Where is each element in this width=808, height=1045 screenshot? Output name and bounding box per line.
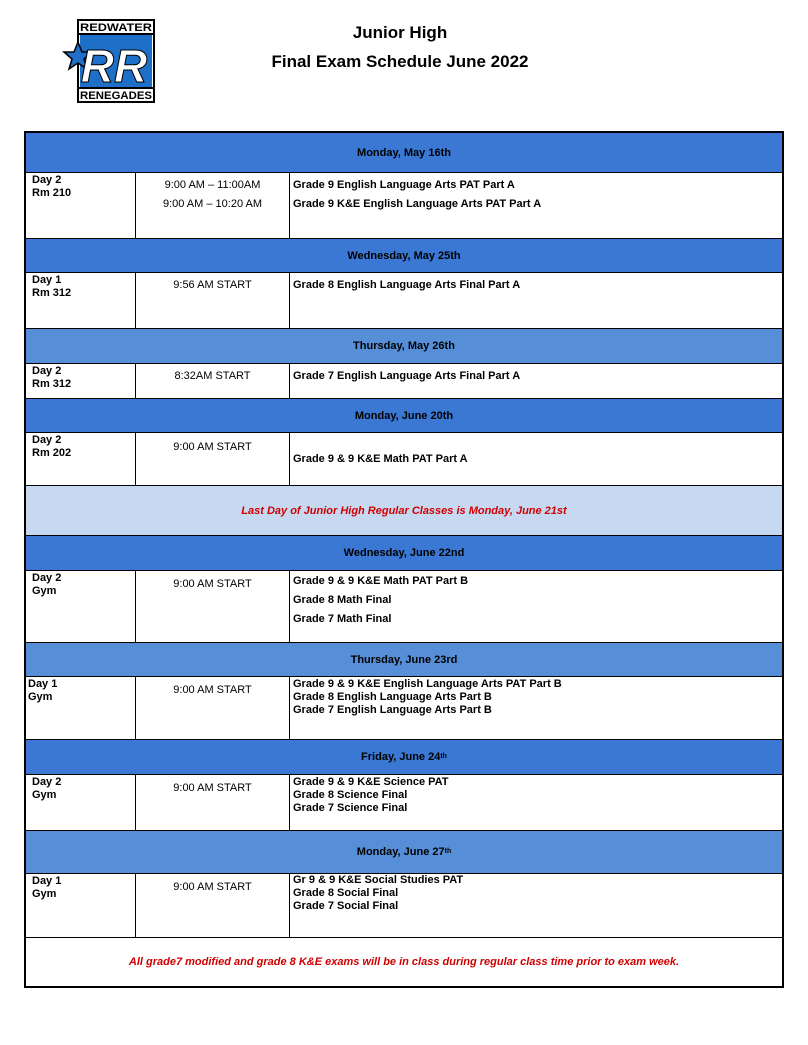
room-label: Gym <box>32 789 57 801</box>
table-row <box>26 433 782 486</box>
exam-cell <box>290 273 782 328</box>
day-room-cell <box>26 571 136 642</box>
exam-text: Grade 8 English Language Arts Final Part A <box>293 279 521 291</box>
time-cell <box>136 874 290 937</box>
room-label: Gym <box>32 585 57 597</box>
time-cell <box>136 775 290 830</box>
table-row <box>26 775 782 831</box>
time-text: 9:00 AM START <box>173 881 252 893</box>
date-suffix: th <box>440 753 447 760</box>
exam-text: Gr 9 & 9 K&E Social Studies PAT <box>293 874 464 886</box>
exam-cell <box>290 364 782 398</box>
logo-top-text: REDWATER <box>80 22 153 34</box>
exam-text: Grade 8 Science Final <box>293 789 408 801</box>
exam-text: Grade 9 English Language Arts PAT Part A <box>293 179 515 191</box>
time-cell <box>136 677 290 739</box>
date-text: Friday, June 24 <box>361 751 441 763</box>
day-label: Day 2 <box>32 776 62 788</box>
room-label: Rm 202 <box>32 447 72 459</box>
exam-text: Grade 7 Social Final <box>293 900 399 912</box>
exam-text: Grade 7 English Language Arts Final Part A <box>293 370 521 382</box>
date-header: Monday, May 16th <box>26 133 782 173</box>
date-header: Wednesday, June 22nd <box>26 536 782 571</box>
date-text: Monday, June 27 <box>356 846 445 858</box>
day-label: Day 1 <box>32 875 62 887</box>
exam-text: Grade 9 & 9 K&E Math PAT Part A <box>293 452 468 465</box>
exam-text: Grade 9 & 9 K&E Science PAT <box>293 776 449 788</box>
date-suffix: th <box>444 848 452 855</box>
time-text: 9:00 AM START <box>173 578 252 590</box>
date-header: Wednesday, May 25th <box>26 239 782 273</box>
exam-text: Grade 7 Math Final <box>293 613 392 625</box>
exam-text: Grade 9 K&E English Language Arts PAT Part A <box>293 198 542 210</box>
exam-schedule-table <box>24 131 784 988</box>
day-label: Day 1 <box>32 274 62 286</box>
exam-text: Grade 9 & 9 K&E English Language Arts PAT Part B <box>293 678 562 690</box>
day-label: Day 2 <box>32 365 62 377</box>
exam-cell <box>290 775 782 830</box>
title-line-2: Final Exam Schedule June 2022 <box>271 52 529 71</box>
time-cell <box>136 273 290 328</box>
day-room-cell <box>26 173 136 238</box>
time-text: 8:32AM START <box>174 370 251 382</box>
day-label: Day 2 <box>32 174 62 186</box>
time-text: 9:00 AM START <box>173 684 252 696</box>
logo-letters: RR <box>80 40 148 92</box>
date-header: Thursday, May 26th <box>26 329 782 364</box>
time-cell <box>136 433 290 485</box>
day-room-cell <box>26 775 136 830</box>
time-cell <box>136 364 290 398</box>
time-cell <box>136 173 290 238</box>
exam-text: Grade 7 English Language Arts Part B <box>293 704 492 716</box>
time-text: 9:00 AM – 10:20 AM <box>162 198 263 210</box>
room-label: Gym <box>28 691 53 703</box>
table-row <box>26 571 782 643</box>
table-row <box>26 677 782 740</box>
day-room-cell <box>26 364 136 398</box>
day-label: Day 2 <box>32 434 62 446</box>
day-label: Day 1 <box>28 678 58 690</box>
room-label: Gym <box>32 888 57 900</box>
exam-cell <box>290 173 782 238</box>
day-room-cell <box>26 874 136 937</box>
room-label: Rm 210 <box>32 187 72 199</box>
room-label: Rm 312 <box>32 378 72 390</box>
exam-text: Grade 9 & 9 K&E Math PAT Part B <box>293 575 469 587</box>
time-text: 9:00 AM START <box>173 782 252 794</box>
exam-text: Grade 7 Science Final <box>293 802 408 814</box>
date-header <box>26 831 782 874</box>
day-room-cell <box>26 677 136 739</box>
exam-text: Grade 8 English Language Arts Part B <box>293 691 492 703</box>
exam-cell <box>290 677 782 739</box>
day-label: Day 2 <box>32 572 62 584</box>
day-room-cell <box>26 273 136 328</box>
exam-cell <box>290 433 782 485</box>
date-header: Monday, June 20th <box>26 399 782 433</box>
last-day-notice: Last Day of Junior High Regular Classes is Monday, June 21st <box>26 486 782 536</box>
table-row <box>26 173 782 239</box>
redwater-renegades-logo <box>62 18 158 106</box>
time-cell <box>136 571 290 642</box>
date-header: Thursday, June 23rd <box>26 643 782 677</box>
title-line-1: Junior High <box>352 23 448 42</box>
day-room-cell <box>26 433 136 485</box>
date-header <box>26 740 782 775</box>
footer-note: All grade7 modified and grade 8 K&E exams will be in class during regular class time prior to exam week. <box>128 956 680 968</box>
exam-text: Grade 8 Math Final <box>293 594 392 606</box>
exam-text: Grade 8 Social Final <box>293 887 399 899</box>
room-label: Rm 312 <box>32 287 72 299</box>
time-text: 9:00 AM – 11:00AM <box>164 179 261 191</box>
logo-bottom-text: RENEGADES <box>80 90 152 102</box>
table-row <box>26 364 782 399</box>
table-row <box>26 874 782 938</box>
exam-cell <box>290 571 782 642</box>
table-row <box>26 273 782 329</box>
exam-cell <box>290 874 782 937</box>
time-text: 9:00 AM START <box>173 441 252 453</box>
time-text: 9:56 AM START <box>173 279 252 291</box>
